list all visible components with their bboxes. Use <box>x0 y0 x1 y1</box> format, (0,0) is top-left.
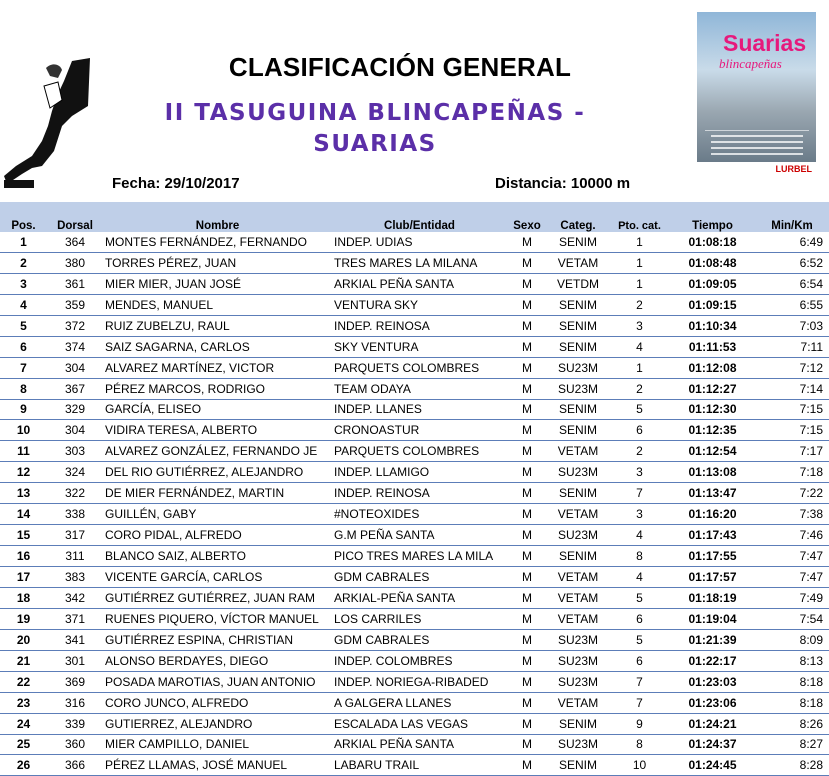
cell-tiempo: 01:12:30 <box>670 399 755 420</box>
cell-tiempo: 01:12:35 <box>670 420 755 441</box>
cell-categ: SENIM <box>547 755 609 776</box>
cell-min-km: 8:28 <box>755 755 829 776</box>
cell-dorsal: 367 <box>47 378 103 399</box>
cell-pos: 3 <box>0 273 47 294</box>
cell-sexo: M <box>507 378 547 399</box>
table-row <box>0 441 829 462</box>
cell-tiempo: 01:12:08 <box>670 357 755 378</box>
cell-pos: 20 <box>0 629 47 650</box>
table-row <box>0 294 829 315</box>
cell-tiempo: 01:23:03 <box>670 671 755 692</box>
col-tiempo: Tiempo <box>670 202 755 232</box>
cell-sexo: M <box>507 546 547 567</box>
cell-sexo: M <box>507 713 547 734</box>
cell-nombre: ALVAREZ GONZÁLEZ, FERNANDO JE <box>103 441 332 462</box>
cell-categ: SENIM <box>547 713 609 734</box>
cell-club: LABARU TRAIL <box>332 755 507 776</box>
cell-dorsal: 380 <box>47 252 103 273</box>
cell-min-km: 7:17 <box>755 441 829 462</box>
cell-nombre: RUIZ ZUBELZU, RAUL <box>103 315 332 336</box>
cell-club: LOS CARRILES <box>332 608 507 629</box>
cell-pto-cat: 7 <box>609 671 670 692</box>
cell-pos: 22 <box>0 671 47 692</box>
cell-tiempo: 01:12:27 <box>670 378 755 399</box>
cell-min-km: 7:15 <box>755 399 829 420</box>
cell-tiempo: 01:10:34 <box>670 315 755 336</box>
cell-categ: SENIM <box>547 420 609 441</box>
col-nombre: Nombre <box>103 202 332 232</box>
cell-pos: 19 <box>0 608 47 629</box>
cell-pto-cat: 10 <box>609 755 670 776</box>
cell-dorsal: 304 <box>47 420 103 441</box>
cell-nombre: VIDIRA TERESA, ALBERTO <box>103 420 332 441</box>
cell-dorsal: 329 <box>47 399 103 420</box>
table-row <box>0 420 829 441</box>
race-name <box>150 98 600 160</box>
cell-pto-cat: 6 <box>609 650 670 671</box>
cell-tiempo: 01:24:37 <box>670 734 755 755</box>
cell-club: PICO TRES MARES LA MILA <box>332 546 507 567</box>
cell-tiempo: 01:17:55 <box>670 546 755 567</box>
cell-club: A GALGERA LLANES <box>332 692 507 713</box>
poster-sponsor: LURBEL <box>775 164 812 174</box>
cell-categ: VETAM <box>547 441 609 462</box>
cell-dorsal: 317 <box>47 525 103 546</box>
poster-info-lines <box>705 130 809 165</box>
cell-sexo: M <box>507 273 547 294</box>
cell-tiempo: 01:09:05 <box>670 273 755 294</box>
cell-pos: 17 <box>0 567 47 588</box>
cell-pto-cat: 8 <box>609 546 670 567</box>
table-row <box>0 315 829 336</box>
cell-pto-cat: 1 <box>609 232 670 252</box>
cell-pto-cat: 4 <box>609 567 670 588</box>
cell-club: ARKIAL PEÑA SANTA <box>332 273 507 294</box>
table-row <box>0 671 829 692</box>
cell-sexo: M <box>507 399 547 420</box>
poster-sponsor-band <box>697 162 816 178</box>
cell-sexo: M <box>507 420 547 441</box>
cell-pos: 6 <box>0 336 47 357</box>
cell-pos: 10 <box>0 420 47 441</box>
cell-dorsal: 383 <box>47 567 103 588</box>
cell-club: GDM CABRALES <box>332 567 507 588</box>
cell-sexo: M <box>507 315 547 336</box>
results-body <box>0 232 829 776</box>
cell-nombre: GUTIÉRREZ GUTIÉRREZ, JUAN RAM <box>103 587 332 608</box>
cell-categ: SU23M <box>547 671 609 692</box>
cell-sexo: M <box>507 608 547 629</box>
cell-sexo: M <box>507 650 547 671</box>
cell-sexo: M <box>507 504 547 525</box>
cell-categ: SENIM <box>547 399 609 420</box>
cell-sexo: M <box>507 755 547 776</box>
cell-pos: 25 <box>0 734 47 755</box>
cell-pos: 23 <box>0 692 47 713</box>
cell-min-km: 7:15 <box>755 420 829 441</box>
cell-nombre: DE MIER FERNÁNDEZ, MARTIN <box>103 483 332 504</box>
cell-dorsal: 304 <box>47 357 103 378</box>
results-header <box>0 202 829 232</box>
col-min-km: Min/Km <box>755 202 829 232</box>
cell-categ: SU23M <box>547 650 609 671</box>
cell-pto-cat: 4 <box>609 525 670 546</box>
cell-min-km: 6:49 <box>755 232 829 252</box>
table-row <box>0 399 829 420</box>
cell-tiempo: 01:13:08 <box>670 462 755 483</box>
cell-club: G.M PEÑA SANTA <box>332 525 507 546</box>
cell-categ: VETAM <box>547 504 609 525</box>
cell-dorsal: 359 <box>47 294 103 315</box>
cell-nombre: CORO PIDAL, ALFREDO <box>103 525 332 546</box>
cell-dorsal: 372 <box>47 315 103 336</box>
cell-tiempo: 01:24:21 <box>670 713 755 734</box>
cell-min-km: 8:27 <box>755 734 829 755</box>
cell-pos: 9 <box>0 399 47 420</box>
cell-club: INDEP. REINOSA <box>332 483 507 504</box>
cell-min-km: 7:38 <box>755 504 829 525</box>
cell-min-km: 7:14 <box>755 378 829 399</box>
cell-tiempo: 01:13:47 <box>670 483 755 504</box>
cell-categ: SU23M <box>547 357 609 378</box>
cell-club: VENTURA SKY <box>332 294 507 315</box>
cell-pto-cat: 6 <box>609 608 670 629</box>
cell-dorsal: 316 <box>47 692 103 713</box>
cell-dorsal: 374 <box>47 336 103 357</box>
table-row <box>0 567 829 588</box>
cell-pto-cat: 3 <box>609 462 670 483</box>
col-pto-cat: Pto. cat. <box>609 202 670 232</box>
cell-tiempo: 01:19:04 <box>670 608 755 629</box>
cell-pos: 8 <box>0 378 47 399</box>
cell-min-km: 7:22 <box>755 483 829 504</box>
cell-club: INDEP. NORIEGA-RIBADED <box>332 671 507 692</box>
cell-categ: SU23M <box>547 525 609 546</box>
cell-sexo: M <box>507 462 547 483</box>
cell-tiempo: 01:12:54 <box>670 441 755 462</box>
cell-dorsal: 342 <box>47 587 103 608</box>
cell-club: SKY VENTURA <box>332 336 507 357</box>
cell-pos: 7 <box>0 357 47 378</box>
cell-dorsal: 311 <box>47 546 103 567</box>
cell-categ: SENIM <box>547 336 609 357</box>
cell-pto-cat: 2 <box>609 441 670 462</box>
table-row <box>0 587 829 608</box>
cell-min-km: 6:52 <box>755 252 829 273</box>
cell-min-km: 7:49 <box>755 587 829 608</box>
cell-pto-cat: 1 <box>609 273 670 294</box>
cell-tiempo: 01:08:48 <box>670 252 755 273</box>
cell-sexo: M <box>507 671 547 692</box>
cell-pto-cat: 7 <box>609 692 670 713</box>
table-row <box>0 692 829 713</box>
cell-pos: 4 <box>0 294 47 315</box>
cell-club: ARKIAL PEÑA SANTA <box>332 734 507 755</box>
cell-dorsal: 366 <box>47 755 103 776</box>
cell-nombre: GUILLÉN, GABY <box>103 504 332 525</box>
cell-dorsal: 371 <box>47 608 103 629</box>
cell-dorsal: 360 <box>47 734 103 755</box>
cell-pos: 15 <box>0 525 47 546</box>
cell-pos: 16 <box>0 546 47 567</box>
table-row <box>0 755 829 776</box>
cell-pos: 2 <box>0 252 47 273</box>
cell-categ: VETDM <box>547 273 609 294</box>
cell-sexo: M <box>507 629 547 650</box>
col-sexo: Sexo <box>507 202 547 232</box>
cell-categ: SENIM <box>547 483 609 504</box>
table-row <box>0 462 829 483</box>
cell-nombre: GUTIERREZ, ALEJANDRO <box>103 713 332 734</box>
race-poster <box>697 12 816 178</box>
cell-club: TEAM ODAYA <box>332 378 507 399</box>
cell-categ: VETAM <box>547 252 609 273</box>
cell-tiempo: 01:11:53 <box>670 336 755 357</box>
cell-pto-cat: 3 <box>609 504 670 525</box>
table-row <box>0 273 829 294</box>
table-row <box>0 336 829 357</box>
cell-club: ESCALADA LAS VEGAS <box>332 713 507 734</box>
cell-pto-cat: 5 <box>609 587 670 608</box>
race-name-line-2: SUARIAS <box>313 131 437 157</box>
cell-categ: SU23M <box>547 378 609 399</box>
cell-pto-cat: 1 <box>609 252 670 273</box>
cell-club: #NOTEOXIDES <box>332 504 507 525</box>
cell-categ: SENIM <box>547 315 609 336</box>
cell-tiempo: 01:16:20 <box>670 504 755 525</box>
cell-nombre: POSADA MAROTIAS, JUAN ANTONIO <box>103 671 332 692</box>
cell-dorsal: 324 <box>47 462 103 483</box>
cell-categ: VETAM <box>547 567 609 588</box>
cell-club: TRES MARES LA MILANA <box>332 252 507 273</box>
cell-sexo: M <box>507 483 547 504</box>
cell-categ: SENIM <box>547 232 609 252</box>
cell-nombre: MIER CAMPILLO, DANIEL <box>103 734 332 755</box>
cell-tiempo: 01:21:39 <box>670 629 755 650</box>
cell-pto-cat: 4 <box>609 336 670 357</box>
cell-nombre: DEL RIO GUTIÉRREZ, ALEJANDRO <box>103 462 332 483</box>
cell-min-km: 7:47 <box>755 546 829 567</box>
cell-pto-cat: 9 <box>609 713 670 734</box>
cell-tiempo: 01:23:06 <box>670 692 755 713</box>
race-distance: Distancia: 10000 m <box>495 175 631 192</box>
cell-nombre: TORRES PÉREZ, JUAN <box>103 252 332 273</box>
cell-nombre: BLANCO SAIZ, ALBERTO <box>103 546 332 567</box>
cell-categ: VETAM <box>547 692 609 713</box>
cell-pto-cat: 5 <box>609 629 670 650</box>
cell-dorsal: 339 <box>47 713 103 734</box>
cell-pos: 21 <box>0 650 47 671</box>
cell-min-km: 7:18 <box>755 462 829 483</box>
cell-pto-cat: 2 <box>609 294 670 315</box>
cell-nombre: GUTIÉRREZ ESPINA, CHRISTIAN <box>103 629 332 650</box>
cell-pos: 12 <box>0 462 47 483</box>
table-row <box>0 483 829 504</box>
cell-pos: 26 <box>0 755 47 776</box>
cell-categ: SU23M <box>547 629 609 650</box>
cell-tiempo: 01:22:17 <box>670 650 755 671</box>
table-row <box>0 232 829 252</box>
cell-dorsal: 301 <box>47 650 103 671</box>
cell-sexo: M <box>507 587 547 608</box>
cell-dorsal: 361 <box>47 273 103 294</box>
cell-min-km: 7:03 <box>755 315 829 336</box>
table-row <box>0 252 829 273</box>
cell-pos: 18 <box>0 587 47 608</box>
cell-club: INDEP. LLAMIGO <box>332 462 507 483</box>
cell-categ: VETAM <box>547 608 609 629</box>
cell-sexo: M <box>507 441 547 462</box>
cell-nombre: ALONSO BERDAYES, DIEGO <box>103 650 332 671</box>
cell-sexo: M <box>507 294 547 315</box>
cell-categ: SENIM <box>547 294 609 315</box>
cell-categ: SU23M <box>547 734 609 755</box>
cell-min-km: 8:18 <box>755 692 829 713</box>
cell-pos: 24 <box>0 713 47 734</box>
cell-min-km: 7:54 <box>755 608 829 629</box>
table-row <box>0 608 829 629</box>
results-table <box>0 202 829 776</box>
table-row <box>0 629 829 650</box>
cell-nombre: ALVAREZ MARTÍNEZ, VICTOR <box>103 357 332 378</box>
cell-dorsal: 341 <box>47 629 103 650</box>
cell-dorsal: 303 <box>47 441 103 462</box>
cell-pos: 11 <box>0 441 47 462</box>
cell-pto-cat: 5 <box>609 399 670 420</box>
cell-club: INDEP. UDIAS <box>332 232 507 252</box>
cell-nombre: SAIZ SAGARNA, CARLOS <box>103 336 332 357</box>
cell-min-km: 7:47 <box>755 567 829 588</box>
cell-min-km: 8:18 <box>755 671 829 692</box>
cell-nombre: MENDES, MANUEL <box>103 294 332 315</box>
cell-min-km: 7:11 <box>755 336 829 357</box>
cell-pos: 13 <box>0 483 47 504</box>
cell-sexo: M <box>507 336 547 357</box>
cell-tiempo: 01:09:15 <box>670 294 755 315</box>
cell-pto-cat: 6 <box>609 420 670 441</box>
race-date: Fecha: 29/10/2017 <box>112 175 240 192</box>
cell-pos: 14 <box>0 504 47 525</box>
cell-dorsal: 369 <box>47 671 103 692</box>
cell-nombre: PÉREZ LLAMAS, JOSÉ MANUEL <box>103 755 332 776</box>
cell-tiempo: 01:17:57 <box>670 567 755 588</box>
cell-pto-cat: 7 <box>609 483 670 504</box>
cell-pto-cat: 2 <box>609 378 670 399</box>
cell-tiempo: 01:24:45 <box>670 755 755 776</box>
cell-club: PARQUETS COLOMBRES <box>332 441 507 462</box>
cell-min-km: 7:46 <box>755 525 829 546</box>
cell-club: INDEP. REINOSA <box>332 315 507 336</box>
cell-sexo: M <box>507 567 547 588</box>
cell-dorsal: 322 <box>47 483 103 504</box>
cell-min-km: 6:54 <box>755 273 829 294</box>
cell-pto-cat: 3 <box>609 315 670 336</box>
cell-categ: VETAM <box>547 587 609 608</box>
cell-sexo: M <box>507 734 547 755</box>
table-row <box>0 378 829 399</box>
cell-sexo: M <box>507 252 547 273</box>
cell-pos: 5 <box>0 315 47 336</box>
table-row <box>0 525 829 546</box>
cell-dorsal: 364 <box>47 232 103 252</box>
cell-club: GDM CABRALES <box>332 629 507 650</box>
cell-tiempo: 01:08:18 <box>670 232 755 252</box>
cell-tiempo: 01:17:43 <box>670 525 755 546</box>
cell-pto-cat: 8 <box>609 734 670 755</box>
cell-min-km: 8:09 <box>755 629 829 650</box>
cell-nombre: PÉREZ MARCOS, RODRIGO <box>103 378 332 399</box>
table-row <box>0 734 829 755</box>
cell-tiempo: 01:18:19 <box>670 587 755 608</box>
table-row <box>0 357 829 378</box>
cell-min-km: 6:55 <box>755 294 829 315</box>
col-categ: Categ. <box>547 202 609 232</box>
cell-club: ARKIAL-PEÑA SANTA <box>332 587 507 608</box>
cell-club: CRONOASTUR <box>332 420 507 441</box>
poster-tagline: blincapeñas <box>719 56 782 71</box>
cell-sexo: M <box>507 232 547 252</box>
cell-categ: SENIM <box>547 546 609 567</box>
cell-nombre: GARCÍA, ELISEO <box>103 399 332 420</box>
poster-brand: Suarias <box>723 30 807 56</box>
page-title: CLASIFICACIÓN GENERAL <box>228 52 572 82</box>
cell-pos: 1 <box>0 232 47 252</box>
cell-club: INDEP. COLOMBRES <box>332 650 507 671</box>
cell-min-km: 7:12 <box>755 357 829 378</box>
runner-logo <box>2 56 94 191</box>
race-name-line-1: II TASUGUINA BLINCAPEÑAS - <box>164 100 586 126</box>
cell-categ: SU23M <box>547 462 609 483</box>
cell-sexo: M <box>507 525 547 546</box>
cell-dorsal: 338 <box>47 504 103 525</box>
cell-nombre: MONTES FERNÁNDEZ, FERNANDO <box>103 232 332 252</box>
col-dorsal: Dorsal <box>47 202 103 232</box>
cell-pto-cat: 1 <box>609 357 670 378</box>
cell-nombre: RUENES PIQUERO, VÍCTOR MANUEL <box>103 608 332 629</box>
cell-sexo: M <box>507 692 547 713</box>
col-pos: Pos. <box>0 202 47 232</box>
table-row <box>0 713 829 734</box>
table-row <box>0 504 829 525</box>
cell-club: PARQUETS COLOMBRES <box>332 357 507 378</box>
table-row <box>0 650 829 671</box>
col-club: Club/Entidad <box>332 202 507 232</box>
cell-nombre: MIER MIER, JUAN JOSÉ <box>103 273 332 294</box>
cell-nombre: CORO JUNCO, ALFREDO <box>103 692 332 713</box>
cell-min-km: 8:26 <box>755 713 829 734</box>
cell-sexo: M <box>507 357 547 378</box>
cell-min-km: 8:13 <box>755 650 829 671</box>
table-row <box>0 546 829 567</box>
cell-nombre: VICENTE GARCÍA, CARLOS <box>103 567 332 588</box>
cell-club: INDEP. LLANES <box>332 399 507 420</box>
